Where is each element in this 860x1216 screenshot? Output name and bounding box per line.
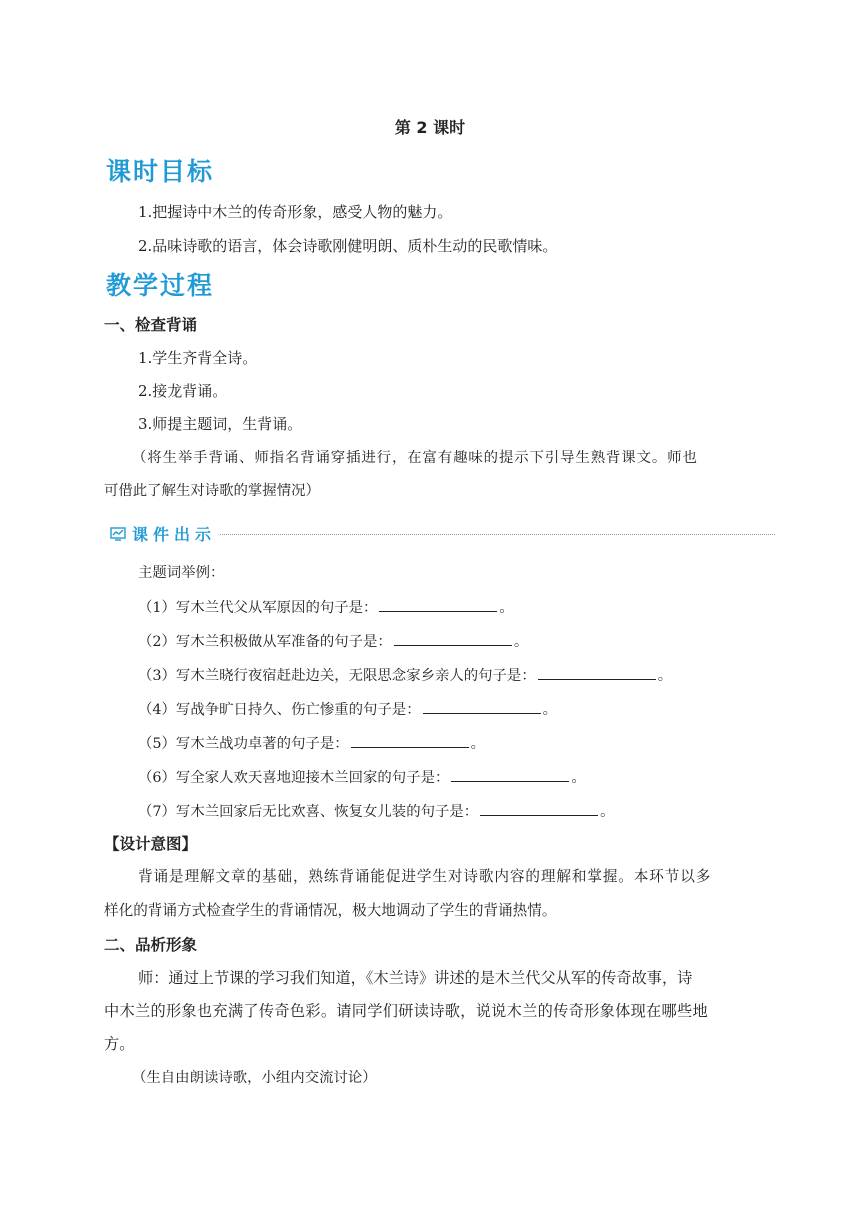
design-intent-heading: 【设计意图】 bbox=[104, 835, 198, 853]
recite-step: 2.接龙背诵。 bbox=[138, 382, 228, 400]
prompt-item: （4）写战争旷日持久、伤亡惨重的句子是： 。 bbox=[138, 698, 557, 720]
courseware-banner bbox=[110, 521, 775, 545]
answer-blank bbox=[538, 664, 656, 680]
analyze-note: （生自由朗读诗歌，小组内交流讨论） bbox=[132, 1070, 377, 1086]
dotted-divider bbox=[220, 534, 775, 535]
process-heading: 教学过程 bbox=[106, 271, 215, 300]
objectives-heading: 课时目标 bbox=[106, 157, 215, 186]
analyze-paragraph: 师：通过上节课的学习我们知道，《木兰诗》讲述的是木兰代父从军的传奇故事，诗 bbox=[138, 969, 693, 987]
keywords-intro: 主题词举例： bbox=[138, 565, 225, 581]
answer-blank bbox=[379, 596, 497, 612]
lesson-title: 第 2 课时 bbox=[394, 118, 466, 137]
objective-item: 2.品味诗歌的语言，体会诗歌刚健明朗、质朴生动的民歌情味。 bbox=[138, 237, 558, 255]
recite-note: 可借此了解生对诗歌的掌握情况） bbox=[104, 483, 320, 499]
prompt-item: （3）写木兰晓行夜宿赶赴边关，无限思念家乡亲人的句子是： 。 bbox=[138, 664, 672, 686]
objective-item: 1.把握诗中木兰的传奇形象，感受人物的魅力。 bbox=[138, 203, 453, 221]
design-intent-text: 样化的背诵方式检查学生的背诵情况，极大地调动了学生的背诵热情。 bbox=[104, 902, 557, 919]
analyze-paragraph: 中木兰的形象也充满了传奇色彩。请同学们研读诗歌，说说木兰的传奇形象体现在哪些地 bbox=[104, 1002, 709, 1020]
prompt-item: （6）写全家人欢天喜地迎接木兰回家的句子是： 。 bbox=[138, 766, 586, 788]
section-heading-analyze: 二、品析形象 bbox=[104, 936, 198, 954]
courseware-label: 课件出示 bbox=[132, 524, 217, 544]
prompt-item: （7）写木兰回家后无比欢喜、恢复女儿装的句子是： 。 bbox=[138, 800, 615, 822]
answer-blank bbox=[394, 630, 512, 646]
recite-step: 1.学生齐背全诗。 bbox=[138, 349, 258, 367]
prompt-item: （5）写木兰战功卓著的句子是： 。 bbox=[138, 732, 485, 754]
answer-blank bbox=[351, 732, 469, 748]
prompt-item: （2）写木兰积极做从军准备的句子是： 。 bbox=[138, 630, 528, 652]
prompt-item: （1）写木兰代父从军原因的句子是： 。 bbox=[138, 596, 514, 618]
recite-step: 3.师提主题词，生背诵。 bbox=[138, 415, 303, 433]
chart-board-icon bbox=[110, 526, 126, 540]
recite-note: （将生举手背诵、师指名背诵穿插进行，在富有趣味的提示下引导生熟背课文。师也 bbox=[132, 450, 698, 466]
analyze-paragraph: 方。 bbox=[104, 1035, 135, 1053]
section-heading-recite: 一、检查背诵 bbox=[104, 316, 198, 334]
answer-blank bbox=[451, 766, 569, 782]
answer-blank bbox=[423, 698, 541, 714]
design-intent-text: 背诵是理解文章的基础，熟练背诵能促进学生对诗歌内容的理解和掌握。本环节以多 bbox=[138, 868, 712, 885]
answer-blank bbox=[480, 800, 598, 816]
